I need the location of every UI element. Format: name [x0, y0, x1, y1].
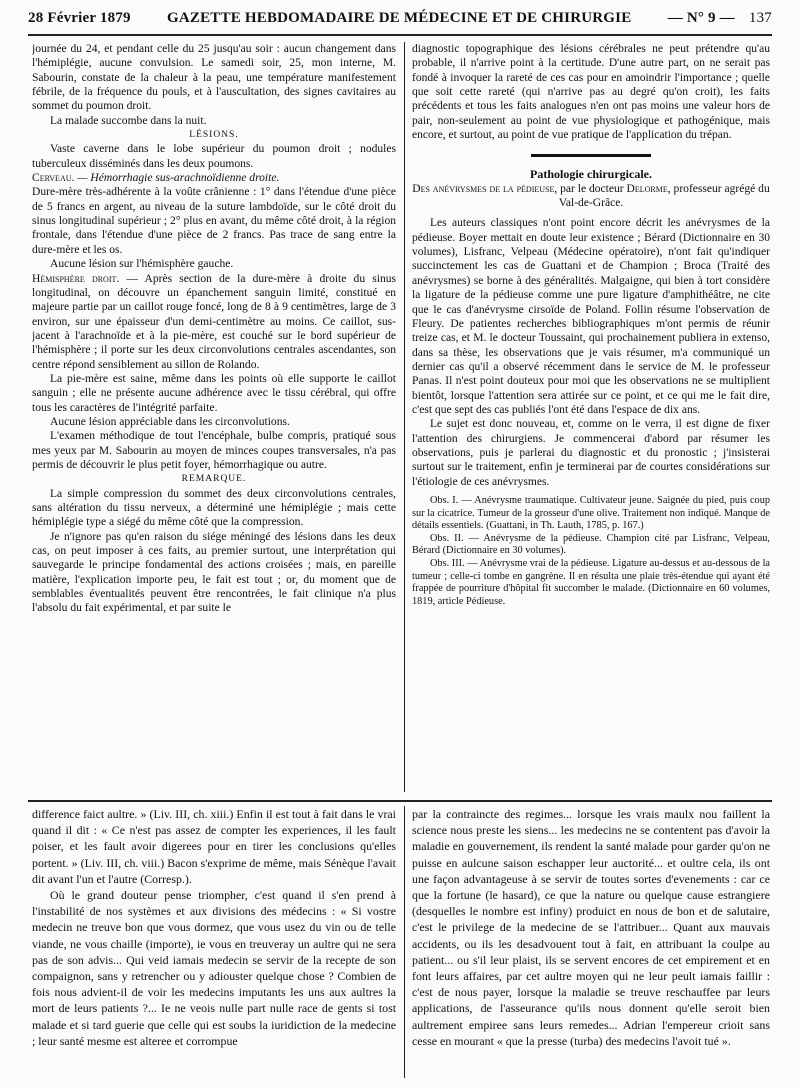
- header-page-number: 137: [748, 10, 772, 26]
- paragraph: Les auteurs classiques n'ont point encore décrit les anévrysmes de la pédieuse. Boyer mettait en doute leur existence ; Bérard (Dictionnaire en 30 volumes), Lisfranc, Velpeau (Médecine opératoire), n'ont fait qu'indiquer succinctement les cas de Guattani et de Champion ; Broca (Traité des anévrysmes) se borne à des généralités. Malgaigne, qui bien à tort considère la ligature de la pédieuse comme une pure ligature d'amphithéâtre, ne cite que le cas d'anévrysme cirsoïde de Poland. Follin résume l'observation de Fleury. De patientes recherches bibliographiques m'ont permis de réunir treize cas, et M. le docteur Toussaint, qui prochainement publiera in extenso, dans sa thèse, les observations que je vais résumer, m'a communiqué un dernier cas qu'il a observé récemment dans le service de M. le professeur Panas. Il n'est point douteux pour moi que les observations ne se multiplient bientôt, lorsque l'attention sera attirée sur ce point, et ce qui me le fait dire, c'est que sept des cas publiés l'ont été dans l'espace de dix ans.: [412, 217, 770, 416]
- section-heading-remarque: REMARQUE.: [181, 474, 247, 485]
- paragraph: La simple compression du sommet des deux circonvolutions centrales, sans altération du tissu nerveux, a déterminé une hémiplégie ; mais cette hémiplégie type a siégé du même côté que la compression.: [32, 487, 396, 529]
- header-date: 28 Février 1879: [28, 10, 131, 26]
- header-rule: [28, 34, 772, 36]
- paragraph: difference faict aultre. » (Liv. III, ch. xiii.) Enfin il est tout à fait dans le vrai quand il dit : « Ce n'est pas assez de compter les experiences, il les fault poiser, et les fault avoir digerees pour en tirer les conclusions qu'elles portent. » (Liv. III, ch. viii.) Bacon s'exprime de même, mais Sénèque l'avait dit avant l'un et l'autre (Corresp.).: [32, 807, 396, 886]
- paragraph: La malade succombe dans la nuit.: [50, 114, 207, 127]
- paragraph: Le sujet est donc nouveau, et, comme on le verra, il est digne de fixer l'attention des chirurgiens. Je commencerai d'abord par résumer les observations, puis je parlerai du diagnostic et du pronostic ; j'insisterai surtout sur le traitement, enfin je terminerai par de courtes considérations sur l'étiologie de ces anévrysmes.: [412, 418, 770, 488]
- header-issue-number: — N° 9 —: [667, 10, 735, 26]
- section-heading-lesions: LÉSIONS.: [189, 130, 239, 141]
- cerveau-title: — Hémorrhagie sus-arachnoïdienne droite.: [77, 172, 280, 185]
- article-title: [412, 182, 770, 211]
- left-column-upper: [32, 42, 396, 792]
- paragraph: Aucune lésion appréciable dans les circonvolutions.: [50, 415, 290, 428]
- observation: Obs. III. — Anévrysme vrai de la pédieuse. Ligature au-dessus et au-dessous de la tumeur ; celle-ci tombe en gangrène. Il en résulta une plaie très-étendue qui ayant été frappée de pourriture d'hôpital fit succomber le malade. (Dictionnaire en 60 volumes, 1819, article Pédieuse.: [412, 557, 770, 607]
- hemisphere-text: — Après section de la dure-mère à droite du sinus longitudinal, on découvre un épanchement sanguin limité, constitué en majeure partie par un caillot rouge foncé, long de 8 à 9 centimètres, large de 3 environ, sur une épaisseur d'un demi-centimètre au moins. Ce caillot, sus-jacent à l'arachnoïde et à la pie-mère, est couché sur le bord supérieur de l'hémisphère ; il porte sur les deux circonvolutions centrales ascendantes, son centre répond sensiblement au sillon de Rolando.: [32, 272, 396, 371]
- article-author: Delorme,: [626, 182, 671, 195]
- cerveau-label: Cerveau.: [32, 172, 75, 185]
- observation: Obs. I. — Anévrysme traumatique. Cultivateur jeune. Saignée du pied, puis coup sur la cicatrice. Tumeur de la grosseur d'une olive. Traitement non indiqué. Manque de détails essentiels. (Guattani, in Th. Lauth, 1785, p. 167.): [412, 494, 770, 532]
- section-divider: [531, 154, 651, 157]
- paragraph: Je n'ignore pas qu'en raison du siége méningé des lésions dans les deux cas, on peut imposer à ces faits, au premier surtout, une interprétation qui sauvegarde le principe fondamental des actions croisées ; mais, en pareille matière, l'explication importe peu, le fait est tout ; or, du moment que de semblables éventualités peuvent être rencontrées, le fait clinique n'a plus l'absolu du fait expérimental, et par suite le: [32, 530, 396, 615]
- header-issue-page: [668, 10, 772, 27]
- paragraph-hemisphere: [32, 272, 396, 372]
- paragraph: Vaste caverne dans le lobe supérieur du poumon droit ; nodules tuberculeux disséminés dans les deux poumons.: [32, 143, 396, 170]
- paragraph: Dure-mère très-adhérente à la voûte crânienne : 1° dans l'étendue d'une pièce de 5 francs en argent, au niveau de la suture lambdoïde, sur le côté droit du sinus longitudinal supérieur ; 2° plus en avant, du même côté droit, à la région frontale, dans l'étendue d'une pièce de 2 francs. Pas trace de sang entre la dure-mère et les os.: [32, 186, 396, 256]
- paragraph: L'examen méthodique de tout l'encéphale, bulbe compris, pratiqué sous mes yeux par M. Sabourin au moyen de minces coupes transversales, n'a pas permis de découvrir le plus petit foyer, hémorrhagique ou autre.: [32, 430, 396, 471]
- section-heading-pathologie: Pathologie chirurgicale.: [530, 167, 652, 182]
- page-header: [28, 10, 772, 32]
- column-divider-lower: [404, 806, 405, 1078]
- paragraph: par la contraincte des regimes... lorsque les vrais maulx nou faillent la science nous preste les siens... les medecins ne se contentent pas d'avoir la maladie en gouvernement, ils rendent la santé malade pour garder qu'on ne puisse en aulcune saison eschapper leur auctorité... et oultre cela, ils ont une façon advantageuse à se servir de toutes sortes d'evenements : car ce que la fortune (le hasard), ce que la nature ou quelque cause estrangiere (desquelles le nombre est infiny) produict en nous de bon et de salutaire, c'est le privilege de la medecine de se l'attribuer... Quant aux mauvais accidents, ou ils les desadvouent tout à fait, en attribuant la coulpe au patient... ou s'il leur plaist, ils se servent encores de cet empirement et en font leurs affaires, par cet aultre moyen qui ne leur peult iamais faillir : c'est de nous payer, lorsque la maladie se treuve reschauffee par leurs applications, de l'asseurance qu'ils nous donnent qu'elle seroit bien aultrement empiree sans leurs remedes... Adrian l'empereur crioit sans cesse en mourant « que la presse (turba) des medecins l'avoit tué ».: [412, 807, 770, 1048]
- article-title-role: professeur agrégé du Val-de-Grâce.: [558, 182, 770, 210]
- paragraph: Aucune lésion sur l'hémisphère gauche.: [50, 258, 234, 271]
- paragraph-cerveau: [32, 171, 396, 185]
- section-rule: [28, 800, 772, 802]
- article-title-by: par le docteur: [560, 182, 624, 195]
- column-divider-upper: [404, 42, 405, 792]
- right-column-upper: [412, 42, 770, 792]
- right-column-lower: [412, 806, 770, 1078]
- observation: Obs. II. — Anévrysme de la pédieuse. Champion cité par Lisfranc, Velpeau, Bérard (Dictionnaire en 30 volumes).: [412, 532, 770, 557]
- left-column-lower: [32, 806, 396, 1078]
- paragraph: journée du 24, et pendant celle du 25 jusqu'au soir : aucun changement dans l'hémiplégie, aucune convulsion. Le samedi soir, 25, mon interne, M. Sabourin, constate de la chaleur à la peau, une température manifestement fébrile, de la fréquence du pouls, et à l'auscultation, des signes cavitaires au sommet du poumon droit.: [32, 43, 396, 113]
- paragraph: La pie-mère est saine, même dans les points où elle supporte le caillot sanguin ; elle ne présente aucune adhérence avec le tissu cérébral, qui offre tous les caractères de l'intégrité parfaite.: [32, 372, 396, 414]
- header-journal-title: GAZETTE HEBDOMADAIRE DE MÉDECINE ET DE CHIRURGIE: [167, 10, 632, 26]
- paragraph: Où le grand douteur pense triompher, c'est quand il s'en prend à l'instabilité de nos systèmes et aux divisions des médecins : « Si vostre medecin ne treuve bon que vous dormez, que vous usez du vin ou de telle viande, ne vous chaille (importe), ie vous en treuveray un aultre qui ne sera pas de son advis... Qui veid iamais medecin se servir de la recepte de son compaignon, sans y retrencher ou y adiouster quelque chose ? Combien de fois nous advient-il de voir les medecins imputants les uns aux aultres la mort de leurs patients ?... Ie ne veois nulle part nulle race de gents si tost malade et si tard guerie que celle qui est soubs la iuridiction de la medecine ; leur santé mesme est alteree et corrompue: [32, 888, 396, 1048]
- article-title-main: Des anévrysmes de la pédieuse,: [412, 182, 558, 195]
- hemisphere-label: Hémisphère droit.: [32, 272, 120, 285]
- paragraph: diagnostic topographique des lésions cérébrales ne peut prétendre qu'au probable, il n'arrive point à la certitude. D'une autre part, on ne serait pas fondé à invoquer la rareté de ces cas pour en amoindrir l'importance ; quelle que soit cette rareté (qui n'arrive pas au degré qu'on croit), les faits précédents et tous les faits analogues n'en ont pas moins une valeur hors de pair, non-seulement au point de vue physiologique et pathogénique, mais encore, et surtout, au point de vue pratique de l'application du trépan.: [412, 43, 770, 142]
